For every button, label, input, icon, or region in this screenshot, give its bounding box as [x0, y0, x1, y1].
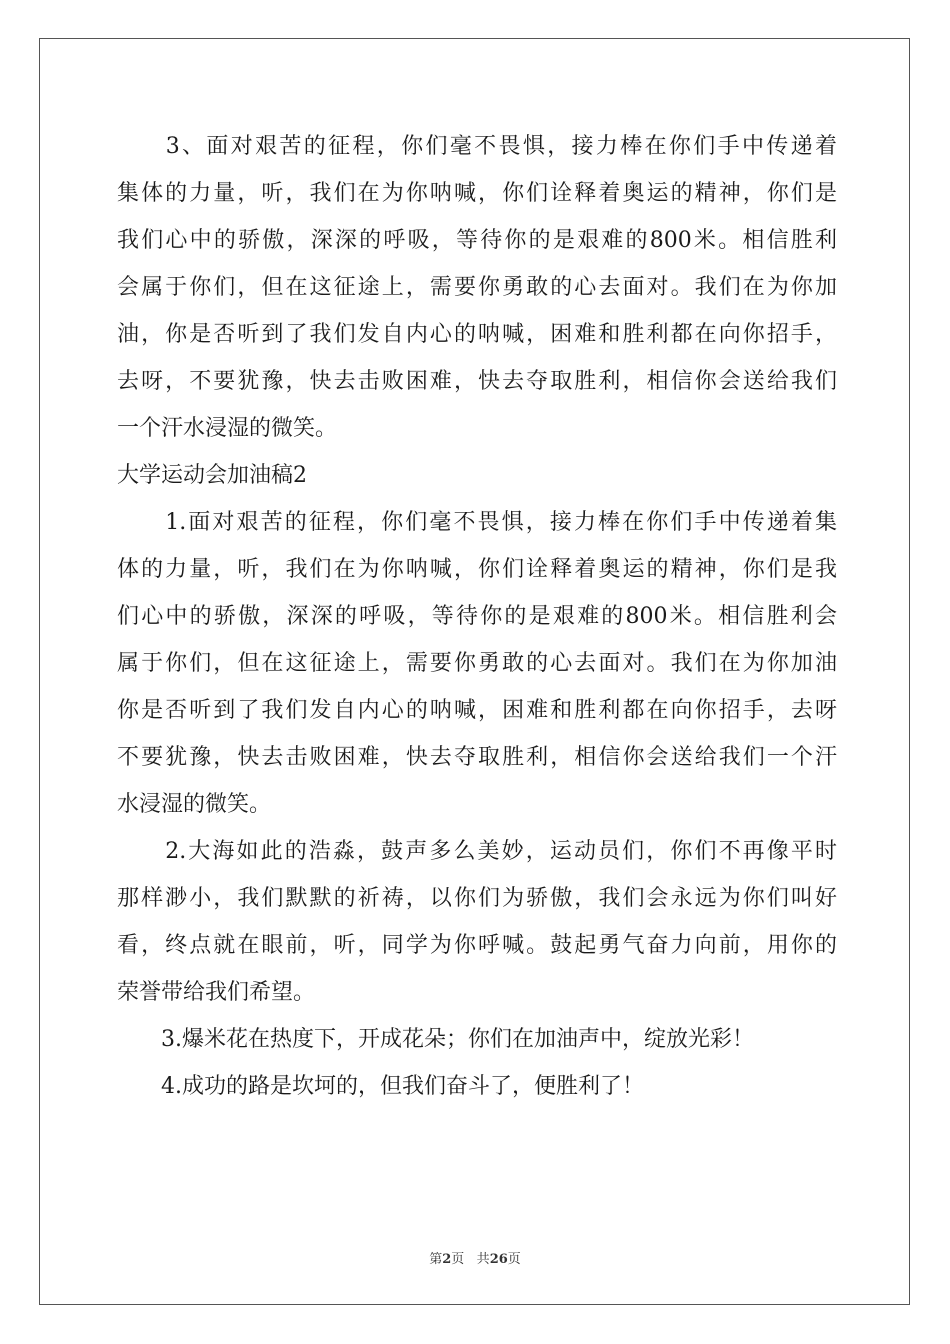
paragraph-line: 集体的力量，听，我们在为你呐喊，你们诠释着奥运的精神，你们是	[117, 181, 837, 206]
paragraph-line: 油，你是否听到了我们发自内心的呐喊，困难和胜利都在向你招手，	[117, 322, 837, 347]
current-page-number: 2	[442, 1252, 452, 1267]
paragraph-line: 那样渺小，我们默默的祈祷，以你们为骄傲，我们会永远为你们叫好	[117, 886, 837, 911]
paragraph-line: 属于你们，但在这征途上，需要你勇敢的心去面对。我们在为你加油	[117, 651, 837, 676]
paragraph-line: 会属于你们，但在这征途上，需要你勇敢的心去面对。我们在为你加	[117, 275, 837, 300]
paragraph-line: 4.成功的路是坎坷的，但我们奋斗了，便胜利了！	[117, 1074, 644, 1099]
paragraph-line: 们心中的骄傲，深深的呼吸，等待你的是艰难的800米。相信胜利会	[117, 604, 837, 629]
footer-prefix: 第	[429, 1252, 443, 1267]
footer-total-suffix: 页	[507, 1252, 521, 1267]
paragraph-line: 荣誉带给我们希望。	[117, 980, 316, 1005]
paragraph-line: 一个汗水浸湿的微笑。	[117, 416, 338, 441]
paragraph-line: 去呀，不要犹豫，快去击败困难，快去夺取胜利，相信你会送给我们	[117, 369, 837, 394]
section-heading: 大学运动会加油稿2	[117, 463, 307, 488]
page-footer	[0, 1248, 950, 1267]
paragraph-line: 看，终点就在眼前，听，同学为你呼喊。鼓起勇气奋力向前，用你的	[117, 933, 837, 958]
paragraph-line: 3、面对艰苦的征程，你们毫不畏惧，接力棒在你们手中传递着	[117, 134, 837, 159]
paragraph-line: 你是否听到了我们发自内心的呐喊，困难和胜利都在向你招手，去呀	[117, 698, 837, 723]
paragraph-line: 不要犹豫，快去击败困难，快去夺取胜利，相信你会送给我们一个汗	[117, 745, 837, 770]
footer-total-prefix: 共	[476, 1252, 490, 1267]
total-pages-number: 26	[489, 1252, 508, 1267]
paragraph-line: 我们心中的骄傲，深深的呼吸，等待你的是艰难的800米。相信胜利	[117, 228, 837, 253]
paragraph-line: 体的力量，听，我们在为你呐喊，你们诠释着奥运的精神，你们是我	[117, 557, 837, 582]
paragraph-line: 水浸湿的微笑。	[117, 792, 272, 817]
paragraph-line: 1.面对艰苦的征程，你们毫不畏惧，接力棒在你们手中传递着集	[117, 510, 837, 535]
footer-page-suffix: 页	[451, 1252, 465, 1267]
paragraph-line: 3.爆米花在热度下，开成花朵；你们在加油声中，绽放光彩！	[117, 1027, 754, 1052]
paragraph-line: 2.大海如此的浩淼，鼓声多么美妙，运动员们，你们不再像平时	[117, 839, 837, 864]
